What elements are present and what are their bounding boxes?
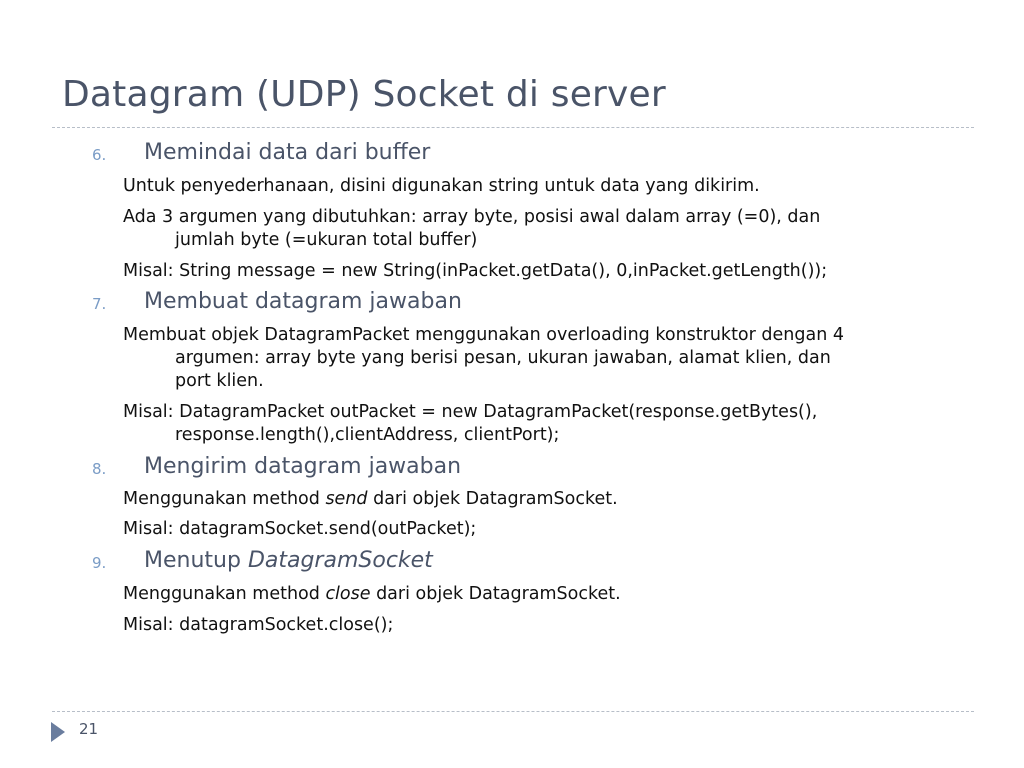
paragraph (123, 583, 973, 606)
item-number: 8. (92, 460, 107, 478)
paragraph (123, 206, 973, 252)
page-number: 21 (79, 720, 99, 738)
footer-divider (52, 711, 974, 712)
slide-title: Datagram (UDP) Socket di server (62, 74, 666, 115)
paragraph (123, 401, 973, 447)
item-heading: Membuat datagram jawaban (144, 289, 462, 314)
paragraph-line: Ada 3 argumen yang dibutuhkan: array byte, posisi awal dalam array (=0), dan (123, 207, 821, 227)
emphasis-text: close (325, 584, 371, 604)
paragraph (123, 260, 973, 283)
item-number: 9. (92, 554, 107, 572)
title-divider (52, 127, 974, 128)
item-heading (144, 548, 433, 573)
paragraph-line: jumlah byte (=ukuran total buffer) (175, 230, 478, 250)
paragraph-line: response.length(),clientAddress, clientPort); (175, 425, 560, 445)
text-segment: dari objek DatagramSocket. (370, 584, 621, 604)
paragraph (123, 324, 973, 393)
paragraph-line: Misal: String message = new String(inPacket.getData(), 0,inPacket.getLength()); (123, 261, 828, 281)
paragraph-line: Membuat objek DatagramPacket menggunakan overloading konstruktor dengan 4 (123, 325, 844, 345)
paragraph-line: Misal: datagramSocket.send(outPacket); (123, 519, 477, 539)
paragraph-line: Misal: DatagramPacket outPacket = new DatagramPacket(response.getBytes(), (123, 402, 818, 422)
item-number: 6. (92, 146, 107, 164)
paragraph (123, 614, 973, 637)
item-number: 7. (92, 295, 107, 313)
item-heading: Mengirim datagram jawaban (144, 454, 462, 479)
paragraph-line (123, 583, 973, 606)
paragraph-line (123, 488, 973, 511)
paragraph (123, 518, 973, 541)
paragraph-line: Untuk penyederhanaan, disini digunakan string untuk data yang dikirim. (123, 176, 760, 196)
emphasis-text: send (325, 489, 368, 509)
paragraph (123, 175, 973, 198)
paragraph (123, 488, 973, 511)
text-segment: Menggunakan method (123, 489, 326, 509)
paragraph-line: argumen: array byte yang berisi pesan, ukuran jawaban, alamat klien, dan (175, 348, 831, 368)
heading-emphasis: DatagramSocket (247, 548, 433, 573)
paragraph-line: Misal: datagramSocket.close(); (123, 615, 394, 635)
heading-segment: Menutup (144, 548, 248, 573)
text-segment: dari objek DatagramSocket. (367, 489, 618, 509)
text-segment: Menggunakan method (123, 584, 326, 604)
item-heading: Memindai data dari buffer (144, 140, 431, 165)
paragraph-line: port klien. (175, 371, 264, 391)
triangle-right-icon (51, 722, 65, 742)
